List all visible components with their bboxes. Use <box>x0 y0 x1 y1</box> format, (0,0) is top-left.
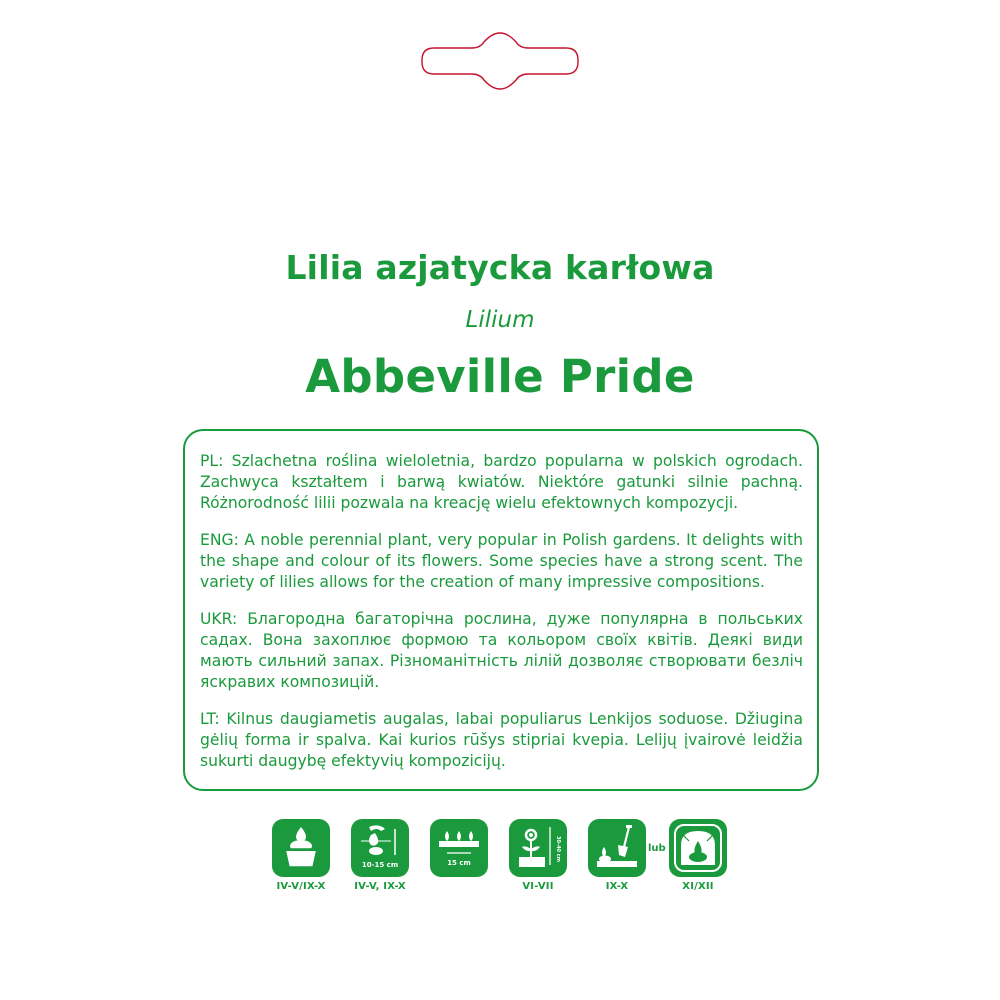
digging-shovel-icon <box>588 819 646 877</box>
icon-caption: IV-V/IX-X <box>276 881 326 892</box>
planting-spacing-label: 15 cm <box>447 859 471 867</box>
icon-caption: XI/XII <box>682 881 714 892</box>
hang-tab-outline <box>416 32 584 90</box>
description-panel <box>183 429 819 791</box>
planting-depth-label: 10-15 cm <box>361 861 399 869</box>
planting-depth-icon <box>351 819 409 877</box>
flowering-height-icon <box>509 819 567 877</box>
description-eng: ENG: A noble perennial plant, very popular in Polish gardens. It delights with the shape and colour of its flowers. Some species have a strong scent. The variety of lilies allows for the creation of many impressive compositions. <box>200 531 803 591</box>
variety-name: Abbeville Pride <box>305 350 695 403</box>
description-lt: LT: Kilnus daugiametis augalas, labai populiarus Lenkijos soduose. Džiugina gėlių forma ir spalva. Kai kurios rūšys stipriai kvepia. Lelijų įvairovė leidžia sukurti daugybę efektyvių kompozicijų. <box>200 710 803 770</box>
flowering-height-label: 30-40 cm <box>555 836 561 862</box>
planting-spacing-icon <box>430 819 488 877</box>
description-pl: PL: Szlachetna roślina wieloletnia, bardzo popularna w polskich ogrodach. Zachwyca kształtem i barwą kwiatów. Niektóre gatunki silnie pachną. Różnorodność lilii pozwala na kreację wielu efektownych kompozycji. <box>200 452 803 512</box>
cultivation-icons <box>0 819 1000 899</box>
latin-name: Lilium <box>465 307 535 333</box>
winter-storage-icon <box>669 819 727 877</box>
icon-caption: IV-V, IX-X <box>354 881 406 892</box>
icon-caption: IX-X <box>605 881 629 892</box>
pot-planting-icon <box>272 819 330 877</box>
description-ukr: UKR: Благородна багаторічна рослина, дуже популярна в польських садах. Вона захоплює формою та кольором своїх квітів. Деякі види мають сильний запах. Різноманітність лілій дозволяє створювати безліч яскравих композицій. <box>200 610 803 691</box>
icon-caption: VI-VII <box>522 881 554 892</box>
connector-or: lub <box>648 843 666 854</box>
product-title: Lilia azjatycka karłowa <box>285 248 715 287</box>
